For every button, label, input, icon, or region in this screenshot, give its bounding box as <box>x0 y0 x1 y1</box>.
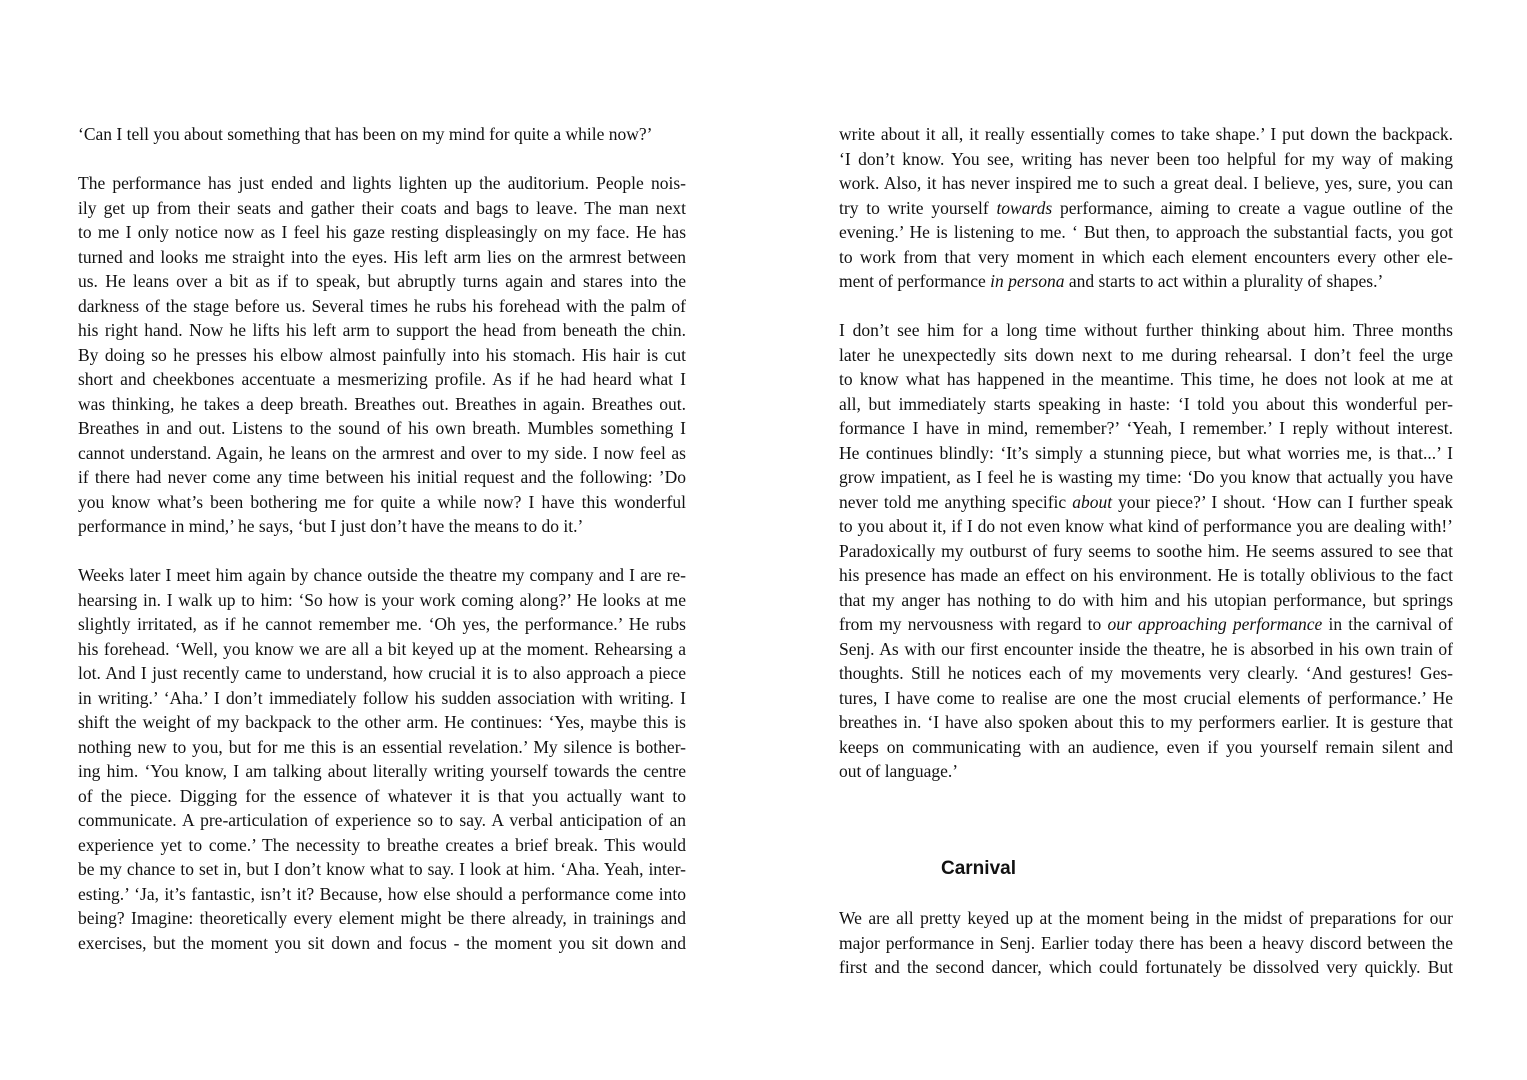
emphasis-text: our approaching performance <box>1107 614 1323 634</box>
text-run: in the carnival of <box>1322 614 1453 634</box>
text-line: Breathes in and out. Listens to the sound of his own breath. Mumbles something I <box>78 418 686 438</box>
text-line: his presence has made an effect on his environment. He is totally oblivious to the fact <box>839 565 1453 585</box>
text-line: nothing new to you, but for me this is an essential revelation.’ My silence is bother- <box>78 736 686 757</box>
text-run: ment of performance <box>839 271 991 291</box>
text-line: ily get up from their seats and gather their coats and bags to leave. The man next <box>78 197 686 218</box>
text-run: never told me anything specific <box>839 491 1073 512</box>
text-run: try to write yourself <box>839 197 997 218</box>
text-line: performance in mind,’ he says, ‘but I just don’t have the means to do it.’ <box>78 516 584 536</box>
text-run: your piece?’ I shout. ‘How can I further speak <box>1112 491 1453 512</box>
text-line: By doing so he presses his elbow almost painfully into his stomach. His hair is cut <box>78 344 686 365</box>
emphasis-text: towards <box>996 197 1053 218</box>
text-line: to know what has happened in the meantime. This time, he does not look at me at <box>839 369 1453 389</box>
text-line: all, but immediately starts speaking in haste: ‘I told you about this wonderful per- <box>839 393 1453 414</box>
text-line: evening.’ He is listening to me. ‘ But then, to approach the substantial facts, you got <box>839 222 1453 242</box>
text-line: hearsing in. I walk up to him: ‘So how is your work coming along?’ He looks at me <box>78 589 686 610</box>
text-line: ‘Can I tell you about something that has been on my mind for quite a while now?’ <box>78 124 653 144</box>
paragraph <box>839 906 1453 980</box>
emphasis-text: in persona <box>990 271 1065 291</box>
paragraph-gap <box>78 539 686 564</box>
text-line: Weeks later I meet him again by chance outside the theatre my company and I are re- <box>78 565 686 585</box>
text-line: that my anger has nothing to do with him and his utopian performance, but springs <box>839 589 1453 610</box>
text-line: ‘I don’t know. You see, writing has never been too helpful for my way of making <box>839 148 1453 169</box>
text-line: later he unexpectedly sits down next to me during rehearsal. I don’t feel the urge <box>839 344 1453 365</box>
text-line: breathes in. ‘I have also spoken about this to my performers earlier. It is gesture that <box>839 712 1453 732</box>
text-line: He continues blindly: ‘It’s simply a stunning piece, but what worries me, is that...’ I <box>839 442 1453 463</box>
text-run: performance, aiming to create a vague outline of the <box>1052 197 1453 218</box>
text-line: lot. And I just recently came to understand, how crucial it is to also approach a piece <box>78 663 686 683</box>
text-line: turned and looks me straight into the eyes. His left arm lies on the armrest between <box>78 246 686 267</box>
text-line: us. He leans over a bit as if to speak, but abruptly turns again and stares into the <box>78 271 686 291</box>
paragraph <box>839 122 1453 294</box>
text-line: grow impatient, as I feel he is wasting my time: ‘Do you know that actually you have <box>839 467 1453 487</box>
text-line: esting.’ ‘Ja, it’s fantastic, isn’t it? Because, how else should a performance come into <box>78 883 686 904</box>
text-line: of the piece. Digging for the essence of whatever it is that you actually want to <box>78 785 686 806</box>
paragraph <box>78 171 686 539</box>
text-line <box>839 196 1453 221</box>
section-gap <box>839 784 1453 833</box>
text-line: major performance in Senj. Earlier today there has been a heavy discord between the <box>839 932 1453 953</box>
paragraph-gap <box>78 147 686 172</box>
text-line: exercises, but the moment you sit down and focus - the moment you sit down and <box>78 932 686 953</box>
heading-gap <box>839 882 1453 907</box>
text-line: in writing.’ ‘Aha.’ I don’t immediately follow his sudden association with writing. I <box>78 687 686 708</box>
text-line: to you about it, if I do not even know what kind of performance you are dealing with!’ <box>839 516 1453 536</box>
text-line <box>839 490 1453 515</box>
left-page <box>0 0 763 1080</box>
section-gap <box>839 833 1453 858</box>
paragraph <box>839 318 1453 784</box>
text-line: write about it all, it really essentially comes to take shape.’ I put down the backpack. <box>839 124 1453 144</box>
text-run: and starts to act within a plurality of shapes.’ <box>1064 271 1384 291</box>
text-line: Paradoxically my outburst of fury seems to soothe him. He seems assured to see that <box>839 540 1453 561</box>
text-line: work. Also, it has never inspired me to such a great deal. I believe, yes, sure, you can <box>839 173 1453 193</box>
text-line: slightly irritated, as if he cannot remember me. ‘Oh yes, the performance.’ He rubs <box>78 614 686 634</box>
emphasis-text: about <box>1072 491 1113 512</box>
text-line: I don’t see him for a long time without further thinking about him. Three months <box>839 320 1453 340</box>
text-line: tures, I have come to realise are one the most crucial elements of performance.’ He <box>839 687 1453 708</box>
text-line: cannot understand. Again, he leans on the armrest and over to my side. I now feel as <box>78 442 686 463</box>
section-heading: Carnival <box>941 858 1016 879</box>
text-line: formance I have in mind, remember?’ ‘Yeah, I remember.’ I reply without interest. <box>839 418 1453 438</box>
text-line: if there had never come any time between his initial request and the following: ’Do <box>78 467 686 487</box>
text-line: to me I only notice now as I feel his gaze resting displeasingly on my face. He has <box>78 222 686 242</box>
text-line: you know what’s been bothering me for quite a while now? I have this wonderful <box>78 491 686 512</box>
left-page-text-column <box>78 122 686 955</box>
paragraph <box>78 563 686 955</box>
text-line: communicate. A pre-articulation of experience so to say. A verbal anticipation of an <box>78 810 686 830</box>
text-line: his right hand. Now he lifts his left arm to support the head from beneath the chin. <box>78 320 686 340</box>
text-line: We are all pretty keyed up at the moment being in the midst of preparations for our <box>839 908 1453 928</box>
text-line: thoughts. Still he notices each of my movements very clearly. ‘And gestures! Ges- <box>839 663 1453 683</box>
paragraph-gap <box>839 294 1453 319</box>
text-line: experience yet to come.’ The necessity to breathe creates a brief break. This would <box>78 834 686 855</box>
text-line <box>839 612 1453 637</box>
text-line: Senj. As with our first encounter inside the theatre, he is absorbed in his own train of <box>839 638 1453 659</box>
paragraph <box>78 122 686 147</box>
text-line: out of language.’ <box>839 761 959 781</box>
text-line: keeps on communicating with an audience, even if you yourself remain silent and <box>839 736 1453 757</box>
text-line: shift the weight of my backpack to the other arm. He continues: ‘Yes, maybe this is <box>78 712 686 732</box>
text-line: his forehead. ‘Well, you know we are all a bit keyed up at the moment. Rehearsing a <box>78 638 686 659</box>
text-line <box>839 269 1453 294</box>
text-line: The performance has just ended and lights lighten up the auditorium. People nois- <box>78 173 686 193</box>
text-line: ing him. ‘You know, I am talking about literally writing yourself towards the centre <box>78 761 686 781</box>
text-line: first and the second dancer, which could fortunately be dissolved very quickly. But <box>839 957 1453 977</box>
text-line: darkness of the stage before us. Several times he rubs his forehead with the palm of <box>78 295 686 316</box>
text-line: to work from that very moment in which each element encounters every other ele- <box>839 246 1453 267</box>
right-page <box>763 0 1526 1080</box>
text-line: was thinking, he takes a deep breath. Breathes out. Breathes in again. Breathes out. <box>78 393 686 414</box>
text-line: short and cheekbones accentuate a mesmerizing profile. As if he had heard what I <box>78 369 686 389</box>
text-line: be my chance to set in, but I don’t know what to say. I look at him. ‘Aha. Yeah, inter- <box>78 859 686 879</box>
text-line: being? Imagine: theoretically every element might be there already, in trainings and <box>78 908 686 928</box>
text-run: from my nervousness with regard to <box>839 614 1108 634</box>
right-page-text-column <box>839 122 1453 980</box>
